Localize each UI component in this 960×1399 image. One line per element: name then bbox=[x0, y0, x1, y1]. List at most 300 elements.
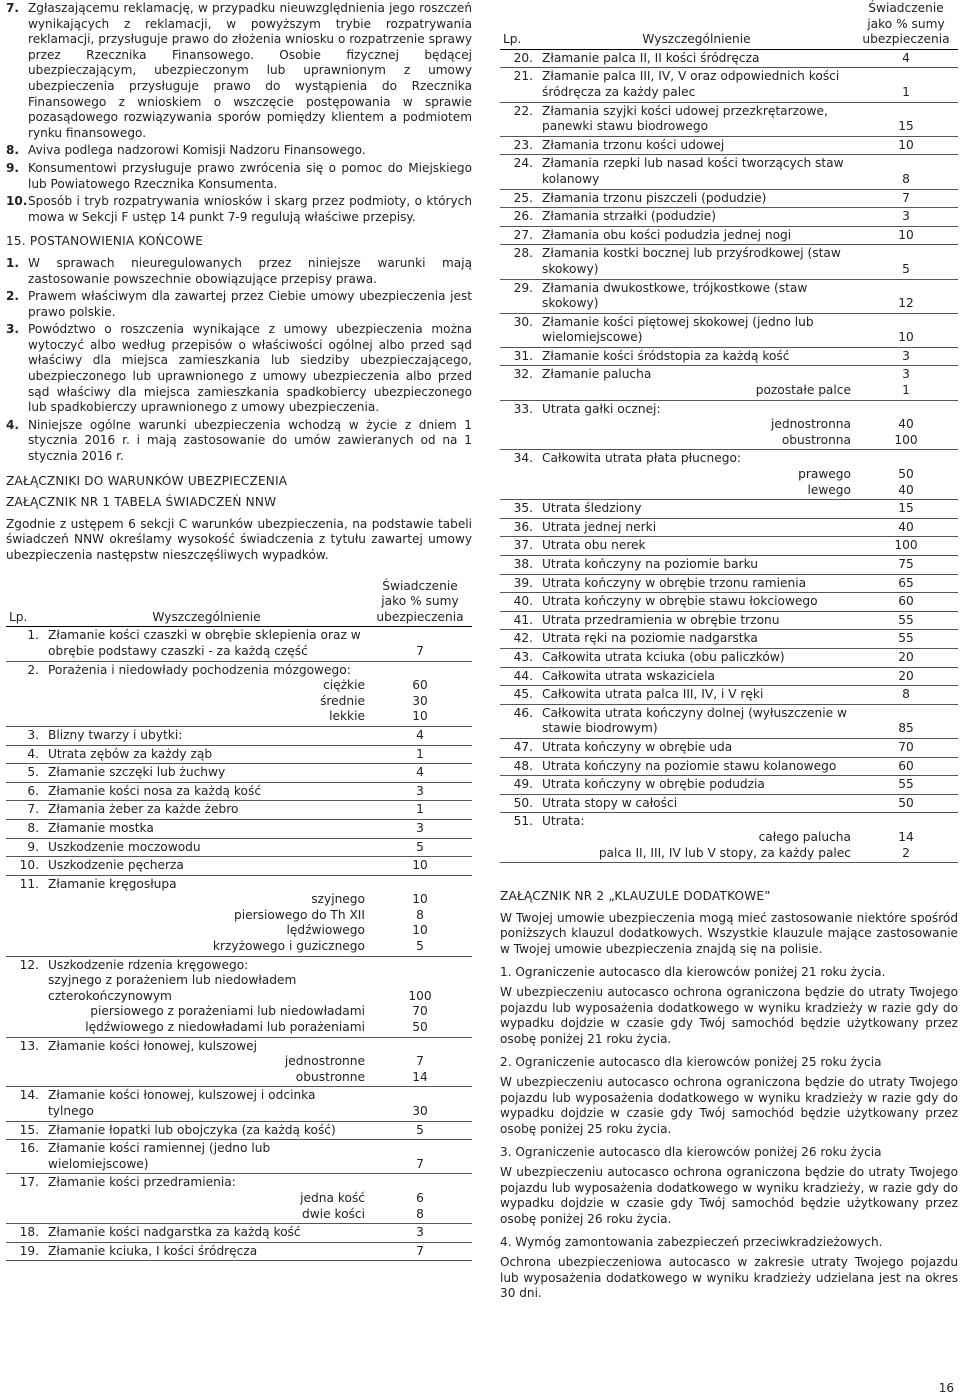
row-number: 30. bbox=[500, 313, 539, 347]
row-value bbox=[368, 1242, 472, 1261]
row-number: 2. bbox=[6, 661, 45, 726]
row-description bbox=[45, 1087, 368, 1121]
row-number: 51. bbox=[500, 813, 539, 863]
row-label: Złamanie palca II, II kości śródręcza bbox=[542, 50, 760, 65]
row-number: 3. bbox=[6, 726, 45, 745]
row-description bbox=[539, 313, 854, 347]
row-description bbox=[539, 450, 854, 500]
value: 40 bbox=[898, 519, 914, 534]
row-description bbox=[539, 686, 854, 705]
value: 60 bbox=[898, 758, 914, 773]
row-label: Złamanie kości przedramienia: bbox=[48, 1175, 236, 1190]
row-description bbox=[539, 226, 854, 245]
row-description bbox=[539, 102, 854, 136]
sub-label: obustronne bbox=[295, 1069, 365, 1084]
row-description bbox=[45, 726, 368, 745]
value: 7 bbox=[416, 643, 424, 658]
value: 100 bbox=[894, 538, 918, 553]
row-value bbox=[368, 627, 472, 661]
sub-row bbox=[48, 1004, 365, 1020]
row-label: Uszkodzenie moczowodu bbox=[48, 839, 201, 854]
sub-row bbox=[48, 923, 365, 939]
sub-row bbox=[48, 1070, 365, 1086]
row-number: 22. bbox=[500, 102, 539, 136]
row-label: Utrata kończyny w obrębie stawu łokciowego bbox=[542, 594, 818, 609]
table-row bbox=[500, 155, 958, 189]
row-description bbox=[45, 745, 368, 764]
row-value bbox=[368, 1174, 472, 1224]
table-row bbox=[500, 347, 958, 366]
table-row bbox=[6, 1037, 472, 1087]
row-description bbox=[539, 738, 854, 757]
row-label: Złamanie kości łonowej, kulszowej i odcinka tylnego bbox=[48, 1088, 316, 1118]
row-number: 23. bbox=[500, 136, 539, 155]
item-number: 10. bbox=[6, 194, 28, 209]
paragraph-text: Sposób i tryb rozpatrywania wniosków i skarg przez podmioty, o których mowa w Sekcji F ustęp 14 punkt 7-9 regulują właściwe przepisy. bbox=[28, 194, 472, 224]
table-row bbox=[500, 245, 958, 279]
sub-label: jedna kość bbox=[300, 1190, 365, 1205]
row-description bbox=[45, 1121, 368, 1140]
row-description bbox=[539, 593, 854, 612]
row-description bbox=[45, 801, 368, 820]
row-description bbox=[539, 648, 854, 667]
row-value bbox=[854, 189, 958, 208]
section-15-point-4 bbox=[6, 418, 472, 465]
row-value bbox=[368, 857, 472, 876]
row-value bbox=[368, 745, 472, 764]
table-row bbox=[500, 556, 958, 575]
clause-text: W ubezpieczeniu autocasco ochrona ograniczona będzie do utraty Twojego pojazdu lub wyposażenia dodatkowego w wyniku kradzieży w razie gdy do wypadku dojdzie w czasie gdy Twój samochód będzie użytkowany przez osobę poniżej 25 roku życia. bbox=[500, 1075, 958, 1136]
table-row bbox=[500, 738, 958, 757]
row-description bbox=[539, 556, 854, 575]
row-value bbox=[854, 208, 958, 227]
row-label: Utrata kończyny w obrębie uda bbox=[542, 739, 733, 754]
sub-value: 2 bbox=[902, 845, 910, 860]
annex-2-heading: ZAŁĄCZNIK NR 2 „KLAUZULE DODATKOWE” bbox=[500, 889, 771, 904]
col-desc: Wyszczególnienie bbox=[45, 578, 368, 627]
table-row bbox=[500, 400, 958, 450]
row-value bbox=[854, 537, 958, 556]
row-description bbox=[539, 155, 854, 189]
sub-label: prawego bbox=[798, 467, 851, 482]
value: 7 bbox=[416, 1243, 424, 1258]
sub-label: jednostronne bbox=[284, 1054, 365, 1069]
sub-label: całego palucha bbox=[758, 829, 851, 844]
value: 3 bbox=[416, 783, 424, 798]
row-value bbox=[854, 313, 958, 347]
row-description bbox=[539, 279, 854, 313]
row-value bbox=[854, 279, 958, 313]
row-label: Złamania trzonu piszczeli (podudzie) bbox=[542, 190, 767, 205]
row-number: 35. bbox=[500, 500, 539, 519]
row-label: Złamanie palca III, IV, V oraz odpowiednich kości śródręcza za każdy palec bbox=[542, 69, 840, 99]
row-value bbox=[854, 794, 958, 813]
row-label: Złamania trzonu kości udowej bbox=[542, 137, 725, 152]
paragraph-10 bbox=[6, 194, 472, 225]
row-label: Całkowita utrata płata płucnego: bbox=[542, 451, 742, 466]
row-value bbox=[854, 347, 958, 366]
table-row bbox=[500, 136, 958, 155]
clause-title: 1. Ograniczenie autocasco dla kierowców poniżej 21 roku życia. bbox=[500, 965, 886, 980]
row-number: 28. bbox=[500, 245, 539, 279]
table-row bbox=[500, 757, 958, 776]
row-value bbox=[854, 500, 958, 519]
sub-label: szyjnego bbox=[311, 892, 365, 907]
row-label: Całkowita utrata palca III, IV, i V ręki bbox=[542, 687, 764, 702]
row-value bbox=[854, 704, 958, 738]
value: 20 bbox=[898, 649, 914, 664]
row-description bbox=[539, 630, 854, 649]
row-value bbox=[854, 136, 958, 155]
value: 5 bbox=[902, 261, 910, 276]
row-number: 49. bbox=[500, 776, 539, 795]
row-label: Utrata jednej nerki bbox=[542, 519, 657, 534]
row-label: Utrata zębów za każdy ząb bbox=[48, 746, 213, 761]
table-row bbox=[6, 764, 472, 783]
value: 8 bbox=[902, 171, 910, 186]
table-row bbox=[6, 956, 472, 1037]
paragraph-8 bbox=[6, 143, 472, 159]
row-value bbox=[854, 518, 958, 537]
sub-label: piersiowego do Th XII bbox=[233, 907, 365, 922]
row-description bbox=[539, 704, 854, 738]
table-row bbox=[500, 630, 958, 649]
annex-1-intro: Zgodnie z ustępem 6 sekcji C warunków ubezpieczenia, na podstawie tabeli świadczeń NNW określamy wysokość świadczenia z tytułu zawartej umowy ubezpieczenia następstw nieszczęśliwych wypadków. bbox=[6, 516, 472, 562]
value: 8 bbox=[902, 687, 910, 702]
row-description bbox=[539, 813, 854, 863]
sub-label: lekkie bbox=[329, 709, 365, 724]
sub-row bbox=[542, 483, 851, 499]
table-row bbox=[500, 313, 958, 347]
row-label: Utrata ręki na poziomie nadgarstka bbox=[542, 631, 758, 646]
sub-value: 10 bbox=[412, 923, 428, 938]
row-description bbox=[45, 1037, 368, 1087]
value: 30 bbox=[412, 1104, 428, 1118]
col-value: Świadczenie jako % sumy ubezpieczenia bbox=[368, 578, 472, 627]
row-label: Złamanie kości nosa za każdą kość bbox=[48, 783, 262, 798]
row-value bbox=[368, 1224, 472, 1243]
clause-title: 2. Ograniczenie autocasco dla kierowców poniżej 25 roku życia bbox=[500, 1055, 882, 1070]
table-row bbox=[500, 593, 958, 612]
value: 75 bbox=[898, 557, 914, 571]
row-label: Uszkodzenie pęcherza bbox=[48, 858, 184, 873]
value: 1 bbox=[902, 84, 910, 99]
row-number: 26. bbox=[500, 208, 539, 227]
value: 10 bbox=[898, 227, 914, 242]
value: 4 bbox=[902, 50, 910, 65]
row-number: 42. bbox=[500, 630, 539, 649]
row-value bbox=[368, 726, 472, 745]
table-row bbox=[6, 1121, 472, 1140]
row-value bbox=[854, 226, 958, 245]
sub-value: 50 bbox=[898, 467, 914, 482]
value: 12 bbox=[898, 296, 914, 311]
table-row bbox=[500, 68, 958, 102]
sub-value: 30 bbox=[412, 693, 428, 708]
annex-1-heading: ZAŁĄCZNIK NR 1 TABELA ŚWIADCZEŃ NNW bbox=[6, 495, 277, 510]
row-number: 47. bbox=[500, 738, 539, 757]
row-description bbox=[539, 794, 854, 813]
benefits-table-right bbox=[500, 0, 958, 863]
row-label: Złamanie kręgosłupa bbox=[48, 876, 177, 891]
sub-row bbox=[48, 892, 365, 908]
sub-value: 100 bbox=[894, 432, 918, 447]
sub-label: lędźwiowego z niedowładami lub porażeniami bbox=[85, 1020, 365, 1035]
row-number: 17. bbox=[6, 1174, 45, 1224]
paragraph-9 bbox=[6, 161, 472, 192]
section-15-point-3 bbox=[6, 322, 472, 416]
row-description bbox=[45, 782, 368, 801]
value: 3 bbox=[902, 209, 910, 224]
table-row bbox=[500, 813, 958, 863]
row-number: 32. bbox=[500, 366, 539, 400]
row-description bbox=[539, 537, 854, 556]
row-value bbox=[854, 155, 958, 189]
sub-label: lewego bbox=[807, 482, 851, 497]
value: 10 bbox=[898, 137, 914, 152]
row-label: Utrata kończyny na poziomie barku bbox=[542, 557, 758, 571]
row-value bbox=[854, 49, 958, 68]
value: 4 bbox=[416, 727, 424, 742]
sub-row bbox=[48, 678, 365, 694]
paragraph-text: Powództwo o roszczenia wynikające z umowy ubezpieczenia można wytoczyć albo według przepisów o właściwości ogólnej albo przed sąd właściwy dla miejsca zamieszkania lub siedziby ubezpieczającego, ubezpieczonego lub uprawnionego z umowy ubezpieczenia albo przed sąd właściwy dla miejsca zamieszkania spadkobiercy ubezpieczonego lub spadkobierczy uprawnionego z umowy ubezpieczenia. bbox=[28, 322, 472, 415]
sub-row bbox=[48, 908, 365, 924]
sub-value: 3 bbox=[902, 367, 910, 382]
row-label: Złamanie szczęki lub żuchwy bbox=[48, 765, 226, 780]
table-row bbox=[500, 189, 958, 208]
row-label: Złamania żeber za każde żebro bbox=[48, 802, 239, 817]
paragraph-text: Zgłaszającemu reklamację, w przypadku nieuwzględnienia jego roszczeń wynikających z reklamacji, w powyższym trybie rozpatrywania reklamacji, przysługuje prawo do złożenia wniosku o rozpatrzenie sprawy przez Rzecznika Finansowego. Osobie fizycznej będącej ubezpieczającym, ubezpieczonym lub uprawnionym z umowy ubezpieczenia przysługuje prawo do wystąpienia do Rzecznika Finansowego z wnioskiem o wszczęcie postępowania w sprawie pozasądowego rozwiązywania sporów pomiędzy klientem a podmiotem rynku finansowego. bbox=[28, 1, 472, 140]
sub-row bbox=[48, 1191, 365, 1207]
row-label: Złamania dwukostkowe, trójkostkowe (staw skokowy) bbox=[542, 280, 808, 311]
row-label: Złamanie kości nadgarstka za każdą kość bbox=[48, 1225, 301, 1240]
row-number: 34. bbox=[500, 450, 539, 500]
sub-label: średnie bbox=[320, 693, 365, 708]
sub-value: 14 bbox=[898, 829, 914, 844]
annexes-heading: ZAŁĄCZNIKI DO WARUNKÓW UBEZPIECZENIA bbox=[6, 473, 288, 488]
row-label: Złamanie łopatki lub obojczyka (za każdą kość) bbox=[48, 1122, 336, 1137]
row-description bbox=[45, 1224, 368, 1243]
row-label: Uszkodzenie rdzenia kręgowego: bbox=[48, 957, 249, 972]
row-description bbox=[539, 49, 854, 68]
row-label: Złamanie kciuka, I kości śródręcza bbox=[48, 1243, 258, 1258]
row-description bbox=[539, 189, 854, 208]
row-label: Utrata kończyny na poziomie stawu kolanowego bbox=[542, 758, 837, 773]
value: 85 bbox=[898, 721, 914, 736]
item-number: 9. bbox=[6, 160, 20, 175]
sub-value: 70 bbox=[412, 1004, 428, 1019]
row-number: 37. bbox=[500, 537, 539, 556]
row-number: 5. bbox=[6, 764, 45, 783]
table-row bbox=[500, 537, 958, 556]
table-row bbox=[500, 366, 958, 400]
row-value bbox=[854, 648, 958, 667]
table-row bbox=[6, 782, 472, 801]
row-number: 14. bbox=[6, 1087, 45, 1121]
row-label: Utrata kończyny w obrębie trzonu ramienia bbox=[542, 575, 807, 590]
row-label: Blizny twarzy i ubytki: bbox=[48, 727, 183, 742]
value: 5 bbox=[416, 839, 424, 854]
sub-label: piersiowego z porażeniami lub niedowładami bbox=[90, 1004, 365, 1019]
section-heading: 15. POSTANOWIENIA KOŃCOWE bbox=[6, 234, 204, 249]
row-value bbox=[368, 1037, 472, 1087]
table-row bbox=[6, 875, 472, 956]
row-label: Utrata śledziony bbox=[542, 501, 642, 516]
row-label: Utrata kończyny w obrębie podudzia bbox=[542, 777, 765, 792]
clause-title: 3. Ograniczenie autocasco dla kierowców poniżej 26 roku życia bbox=[500, 1145, 882, 1160]
value: 1 bbox=[416, 746, 424, 761]
table-row bbox=[500, 450, 958, 500]
row-label: Całkowita utrata wskaziciela bbox=[542, 668, 715, 683]
table-row bbox=[500, 500, 958, 519]
row-value bbox=[854, 574, 958, 593]
sub-label: dwie kości bbox=[302, 1206, 365, 1221]
page-number: 16 bbox=[938, 1381, 954, 1396]
sub-value: 14 bbox=[412, 1069, 428, 1084]
row-description bbox=[539, 518, 854, 537]
row-label: Utrata obu nerek bbox=[542, 538, 646, 553]
row-number: 21. bbox=[500, 68, 539, 102]
row-value bbox=[854, 366, 958, 400]
value: 20 bbox=[898, 668, 914, 683]
row-description bbox=[539, 757, 854, 776]
row-description bbox=[539, 245, 854, 279]
sub-row bbox=[48, 1020, 365, 1036]
clause-text: Ochrona ubezpieczeniowa autocasco w zakresie utraty Twojego pojazdu lub wyposażenia dodatkowego w wyniku kradzieży udzielana jest na okres 30 dni. bbox=[500, 1254, 958, 1301]
row-number: 25. bbox=[500, 189, 539, 208]
row-label: Złamanie kości śródstopia za każdą kość bbox=[542, 348, 790, 363]
row-description bbox=[539, 366, 854, 400]
row-label: Całkowita utrata kciuka (obu paliczków) bbox=[542, 649, 785, 664]
table-row bbox=[6, 838, 472, 857]
value: 50 bbox=[898, 795, 914, 810]
row-description bbox=[539, 68, 854, 102]
row-value bbox=[854, 611, 958, 630]
row-number: 18. bbox=[6, 1224, 45, 1243]
row-label: Złamania strzałki (podudzie) bbox=[542, 209, 717, 224]
col-value: Świadczenie jako % sumy ubezpieczenia bbox=[854, 0, 958, 49]
row-value bbox=[854, 686, 958, 705]
row-number: 4. bbox=[6, 745, 45, 764]
sub-label: szyjnego z porażeniem lub niedowładem czterokończynowym bbox=[48, 973, 297, 1003]
sub-row bbox=[48, 709, 365, 725]
row-value bbox=[368, 661, 472, 726]
row-description bbox=[45, 627, 368, 661]
sub-row bbox=[48, 1054, 365, 1070]
row-value bbox=[854, 667, 958, 686]
value: 5 bbox=[416, 1122, 424, 1137]
sub-label: pozostałe palce bbox=[755, 383, 851, 398]
row-description bbox=[539, 667, 854, 686]
table-row bbox=[500, 574, 958, 593]
value: 65 bbox=[898, 575, 914, 590]
table-row bbox=[6, 819, 472, 838]
row-label: Porażenia i niedowłady pochodzenia mózgowego: bbox=[48, 662, 351, 677]
value: 15 bbox=[898, 501, 914, 516]
row-value bbox=[854, 738, 958, 757]
row-label: Utrata stopy w całości bbox=[542, 795, 678, 810]
row-description bbox=[45, 819, 368, 838]
row-value bbox=[854, 593, 958, 612]
row-description bbox=[45, 956, 368, 1037]
value: 10 bbox=[412, 858, 428, 873]
item-number: 7. bbox=[6, 1, 20, 15]
row-number: 44. bbox=[500, 667, 539, 686]
table-row bbox=[500, 208, 958, 227]
row-number: 12. bbox=[6, 956, 45, 1037]
row-value bbox=[854, 630, 958, 649]
row-value bbox=[854, 450, 958, 500]
row-label: Złamania obu kości podudzia jednej nogi bbox=[542, 227, 792, 242]
sub-label: krzyżowego i guzicznego bbox=[212, 939, 365, 954]
table-row bbox=[6, 1224, 472, 1243]
row-number: 8. bbox=[6, 819, 45, 838]
row-number: 6. bbox=[6, 782, 45, 801]
row-value bbox=[368, 801, 472, 820]
row-value bbox=[854, 400, 958, 450]
value: 3 bbox=[416, 820, 424, 835]
row-description bbox=[539, 776, 854, 795]
table-row bbox=[6, 1140, 472, 1174]
row-description bbox=[45, 661, 368, 726]
section-15-point-1 bbox=[6, 256, 472, 287]
row-number: 33. bbox=[500, 400, 539, 450]
row-value bbox=[368, 764, 472, 783]
row-value bbox=[368, 956, 472, 1037]
value: 55 bbox=[898, 612, 914, 627]
sub-row bbox=[48, 939, 365, 955]
sub-value: 40 bbox=[898, 482, 914, 497]
sub-value: 40 bbox=[898, 417, 914, 432]
left-column bbox=[6, 0, 472, 1261]
row-description bbox=[45, 764, 368, 783]
value: 10 bbox=[898, 330, 914, 345]
row-number: 50. bbox=[500, 794, 539, 813]
row-number: 10. bbox=[6, 857, 45, 876]
table-row bbox=[500, 667, 958, 686]
sub-row bbox=[542, 846, 851, 862]
row-value bbox=[854, 813, 958, 863]
row-description bbox=[45, 857, 368, 876]
clause-text: W ubezpieczeniu autocasco ochrona ograniczona będzie do utraty Twojego pojazdu lub wyposażenia dodatkowego w wyniku kradzieży, w razie gdy do wypadku dojdzie w czasie gdy Twój samochód będzie użytkowany przez osobę poniżej 26 roku życia. bbox=[500, 1165, 958, 1226]
table-row bbox=[6, 726, 472, 745]
right-column bbox=[500, 0, 958, 1302]
table-row bbox=[500, 226, 958, 245]
row-value bbox=[854, 102, 958, 136]
row-number: 24. bbox=[500, 155, 539, 189]
row-number: 11. bbox=[6, 875, 45, 956]
sub-row bbox=[48, 973, 365, 1004]
section-15-point-2 bbox=[6, 289, 472, 320]
row-number: 36. bbox=[500, 518, 539, 537]
row-number: 20. bbox=[500, 49, 539, 68]
row-label: Utrata przedramienia w obrębie trzonu bbox=[542, 612, 780, 627]
item-number: 4. bbox=[6, 417, 20, 432]
table-row bbox=[500, 279, 958, 313]
row-value bbox=[854, 68, 958, 102]
paragraph-text: Niniejsze ogólne warunki ubezpieczenia wchodzą w życie z dniem 1 stycznia 2016 r. i mają zastosowanie do umów zawieranych od na 1 stycznia 2016 r. bbox=[28, 417, 472, 464]
value: 55 bbox=[898, 777, 914, 792]
sub-value: 60 bbox=[412, 678, 428, 693]
row-number: 9. bbox=[6, 838, 45, 857]
row-label: Złamanie kości ramiennej (jedno lub wielomiejscowe) bbox=[48, 1141, 271, 1171]
value: 15 bbox=[898, 119, 914, 134]
row-value bbox=[854, 776, 958, 795]
sub-label: obustronna bbox=[781, 432, 851, 447]
row-label: Złamania kostki bocznej lub przyśrodkowej (staw skokowy) bbox=[542, 246, 841, 276]
sub-row bbox=[542, 417, 851, 433]
row-value bbox=[854, 757, 958, 776]
